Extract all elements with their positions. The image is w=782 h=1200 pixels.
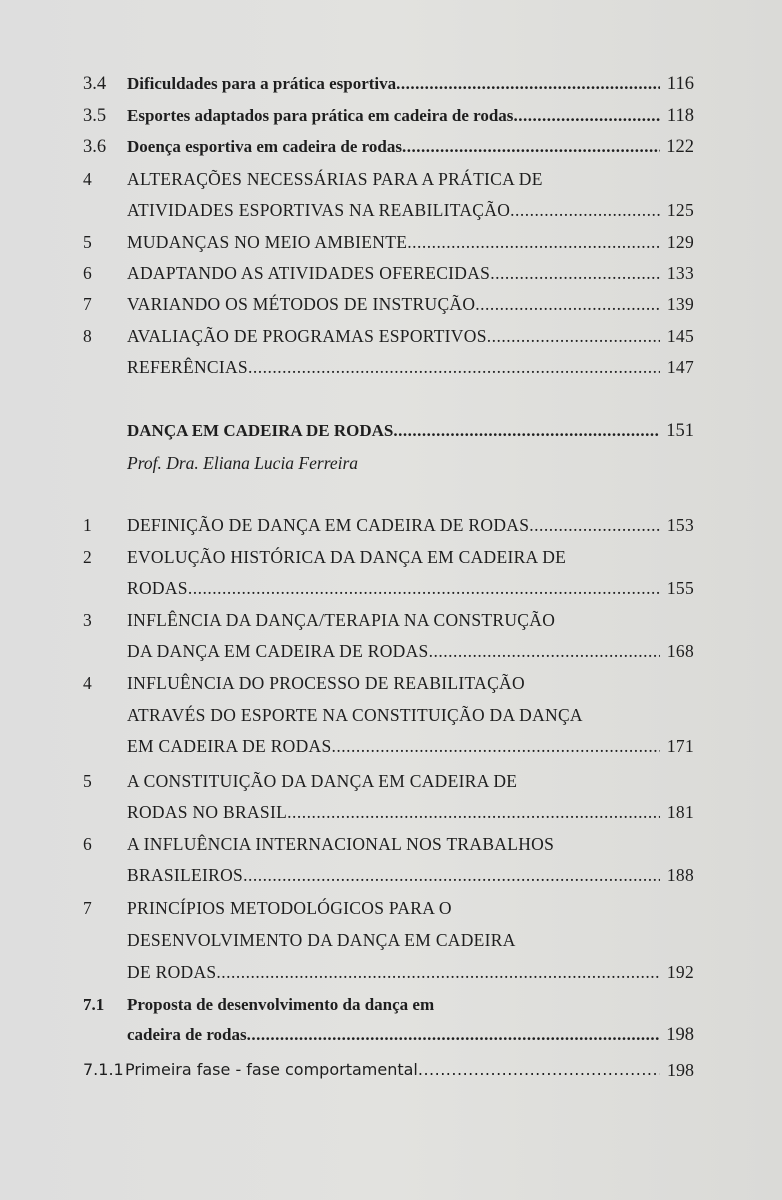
toc-entry-line1: [0, 605, 782, 635]
entry-title: Doença esportiva em cadeira de rodas: [127, 137, 402, 156]
toc-entry-line1: [0, 893, 782, 923]
entry-page-number: 129: [666, 232, 694, 252]
dot-leader: [529, 510, 660, 540]
entry-page-number: 168: [666, 641, 694, 661]
entry-number: 4: [83, 169, 93, 189]
dot-leader: [402, 132, 660, 162]
entry-number: 5: [83, 771, 93, 791]
entry-title-first-line: INFLUÊNCIA DO PROCESSO DE REABILITAÇÃO: [127, 673, 525, 693]
entry-title: DE RODAS: [127, 962, 217, 982]
entry-number: 3.5: [83, 106, 107, 126]
entry-number: 6: [83, 834, 93, 854]
entry-title-second-line: ATRAVÉS DO ESPORTE NA CONSTITUIÇÃO DA DANÇA: [127, 705, 583, 725]
chapter-title: DANÇA EM CADEIRA DE RODAS: [127, 421, 394, 440]
toc-entry-line1: [0, 829, 782, 859]
dot-leader: [248, 352, 660, 382]
entry-title-row: [127, 731, 660, 761]
toc-entry: [0, 227, 782, 257]
dot-leader: [287, 797, 660, 827]
entry-page-number: 118: [666, 106, 694, 126]
entry-page-number: 145: [666, 326, 694, 346]
toc-entry-line1: [0, 766, 782, 796]
entry-title: EM CADEIRA DE RODAS: [127, 736, 332, 756]
entry-title-row: [127, 860, 660, 890]
entry-title-row: [127, 636, 660, 666]
entry-page-number: 125: [666, 200, 694, 220]
toc-chapter-entry: [0, 416, 782, 446]
entry-title: VARIANDO OS MÉTODOS DE INSTRUÇÃO: [127, 294, 476, 314]
dot-leader: [510, 195, 660, 225]
dot-leader: [243, 860, 660, 890]
entry-title-row: [127, 797, 660, 827]
entry-number: 7.1: [83, 995, 105, 1014]
toc-entry: [0, 1055, 782, 1085]
entry-title: ADAPTANDO AS ATIVIDADES OFERECIDAS: [127, 263, 491, 283]
chapter-author: Prof. Dra. Eliana Lucia Ferreira: [127, 453, 359, 473]
entry-title: Esportes adaptados para prática em cadeira de rodas: [127, 106, 514, 125]
toc-entry: [0, 731, 782, 761]
entry-title: Dificuldades para a prática esportiva: [127, 74, 397, 93]
entry-page-number: 188: [666, 865, 694, 885]
entry-page-number: 153: [666, 515, 694, 535]
entry-page-number: 198: [667, 1060, 694, 1080]
entry-page-number: 171: [666, 736, 694, 756]
toc-entry: [0, 957, 782, 987]
dot-leader: [332, 731, 660, 761]
entry-title-second-line: DESENVOLVIMENTO DA DANÇA EM CADEIRA: [127, 930, 516, 950]
dot-leader: [475, 289, 660, 319]
entry-page-number: 116: [666, 74, 694, 94]
entry-title-row: [127, 957, 660, 987]
entry-number: 8: [83, 326, 93, 346]
entry-page-number: 151: [666, 421, 694, 441]
entry-number: 5: [83, 232, 93, 252]
entry-page-number: 139: [666, 294, 694, 314]
entry-title-row: [127, 69, 660, 99]
toc-entry: [0, 69, 782, 99]
entry-title-row: [127, 227, 660, 257]
entry-title-first-line: PRINCÍPIOS METODOLÓGICOS PARA O: [127, 898, 452, 918]
entry-title: ATIVIDADES ESPORTIVAS NA REABILITAÇÃO: [127, 200, 511, 220]
entry-title: REFERÊNCIAS: [127, 357, 248, 377]
entry-title-first-line: ALTERAÇÕES NECESSÁRIAS PARA A PRÁTICA DE: [127, 169, 543, 189]
entry-title-first-line: Proposta de desenvolvimento da dança em: [127, 995, 435, 1014]
entry-number: 7.1.1: [83, 1060, 124, 1079]
entry-number: 6: [83, 263, 93, 283]
dot-leader: [393, 416, 660, 446]
entry-page-number: 198: [666, 1025, 694, 1045]
dot-leader: [513, 101, 660, 131]
entry-number: 3.6: [83, 137, 107, 157]
toc-entry: [0, 321, 782, 351]
toc-entry: [0, 101, 782, 131]
entry-title: RODAS NO BRASIL: [127, 802, 288, 822]
dot-leader: [188, 573, 660, 603]
toc-entry-line1: [0, 164, 782, 194]
dot-leader: [487, 321, 660, 351]
entry-title-row: [127, 352, 660, 382]
entry-page-number: 192: [666, 962, 694, 982]
entry-title-row: [127, 573, 660, 603]
toc-entry: [0, 510, 782, 540]
toc-entry: [0, 195, 782, 225]
toc-entry-line1: [0, 668, 782, 698]
entry-title-first-line: INFLÊNCIA DA DANÇA/TERAPIA NA CONSTRUÇÃO: [127, 610, 556, 630]
toc-entry: [0, 573, 782, 603]
entry-number: 7: [83, 294, 93, 314]
toc-entry: [0, 636, 782, 666]
entry-title-row: [127, 195, 660, 225]
toc-entry: [0, 797, 782, 827]
toc-entry-line2: [0, 925, 782, 955]
toc-entry-line1: [0, 990, 782, 1020]
toc-entry: [0, 860, 782, 890]
toc-entry: [0, 289, 782, 319]
dot-leader: [216, 957, 660, 987]
entry-title-first-line: A CONSTITUIÇÃO DA DANÇA EM CADEIRA DE: [127, 771, 518, 791]
toc-entry: [0, 1020, 782, 1050]
entry-title-row: [127, 132, 660, 162]
toc-entry: [0, 132, 782, 162]
toc-author-line: [0, 448, 782, 478]
entry-number: 2: [83, 547, 93, 567]
toc-entry-line1: [0, 542, 782, 572]
dot-leader: [429, 636, 660, 666]
entry-title: AVALIAÇÃO DE PROGRAMAS ESPORTIVOS: [127, 326, 487, 346]
entry-title-first-line: A INFLUÊNCIA INTERNACIONAL NOS TRABALHOS: [127, 834, 555, 854]
entry-page-number: 133: [666, 263, 694, 283]
entry-title-row: [127, 321, 660, 351]
entry-title-row: [127, 289, 660, 319]
entry-title-first-line: EVOLUÇÃO HISTÓRICA DA DANÇA EM CADEIRA DE: [127, 547, 567, 567]
entry-number: 3.4: [83, 74, 107, 94]
entry-title: DEFINIÇÃO DE DANÇA EM CADEIRA DE RODAS: [127, 515, 530, 535]
entry-page-number: 147: [666, 357, 694, 377]
entry-number: 1: [83, 515, 93, 535]
entry-title: DA DANÇA EM CADEIRA DE RODAS: [127, 641, 429, 661]
entry-page-number: 181: [666, 802, 694, 822]
entry-title: MUDANÇAS NO MEIO AMBIENTE: [127, 232, 408, 252]
dot-leader: [247, 1020, 660, 1050]
entry-number: 3: [83, 610, 93, 630]
entry-title-row: [127, 416, 660, 446]
dot-leader: [407, 227, 660, 257]
dot-leader: [418, 1055, 660, 1085]
entry-title: RODAS: [127, 578, 188, 598]
dot-leader: [396, 69, 660, 99]
entry-title-row: [127, 510, 660, 540]
entry-title: BRASILEIROS: [127, 865, 244, 885]
entry-title: cadeira de rodas: [127, 1025, 247, 1044]
dot-leader: [490, 258, 660, 288]
toc-entry-line2: [0, 700, 782, 730]
entry-title: Primeira fase - fase comportamental: [125, 1060, 418, 1079]
entry-title-row: [127, 101, 660, 131]
entry-page-number: 155: [666, 578, 694, 598]
entry-title-row: [127, 1020, 660, 1050]
entry-number: 4: [83, 673, 93, 693]
entry-title-row: [125, 1055, 660, 1085]
entry-number: 7: [83, 898, 93, 918]
entry-title-row: [127, 258, 660, 288]
toc-entry: [0, 352, 782, 382]
entry-page-number: 122: [666, 137, 694, 157]
toc-entry: [0, 258, 782, 288]
